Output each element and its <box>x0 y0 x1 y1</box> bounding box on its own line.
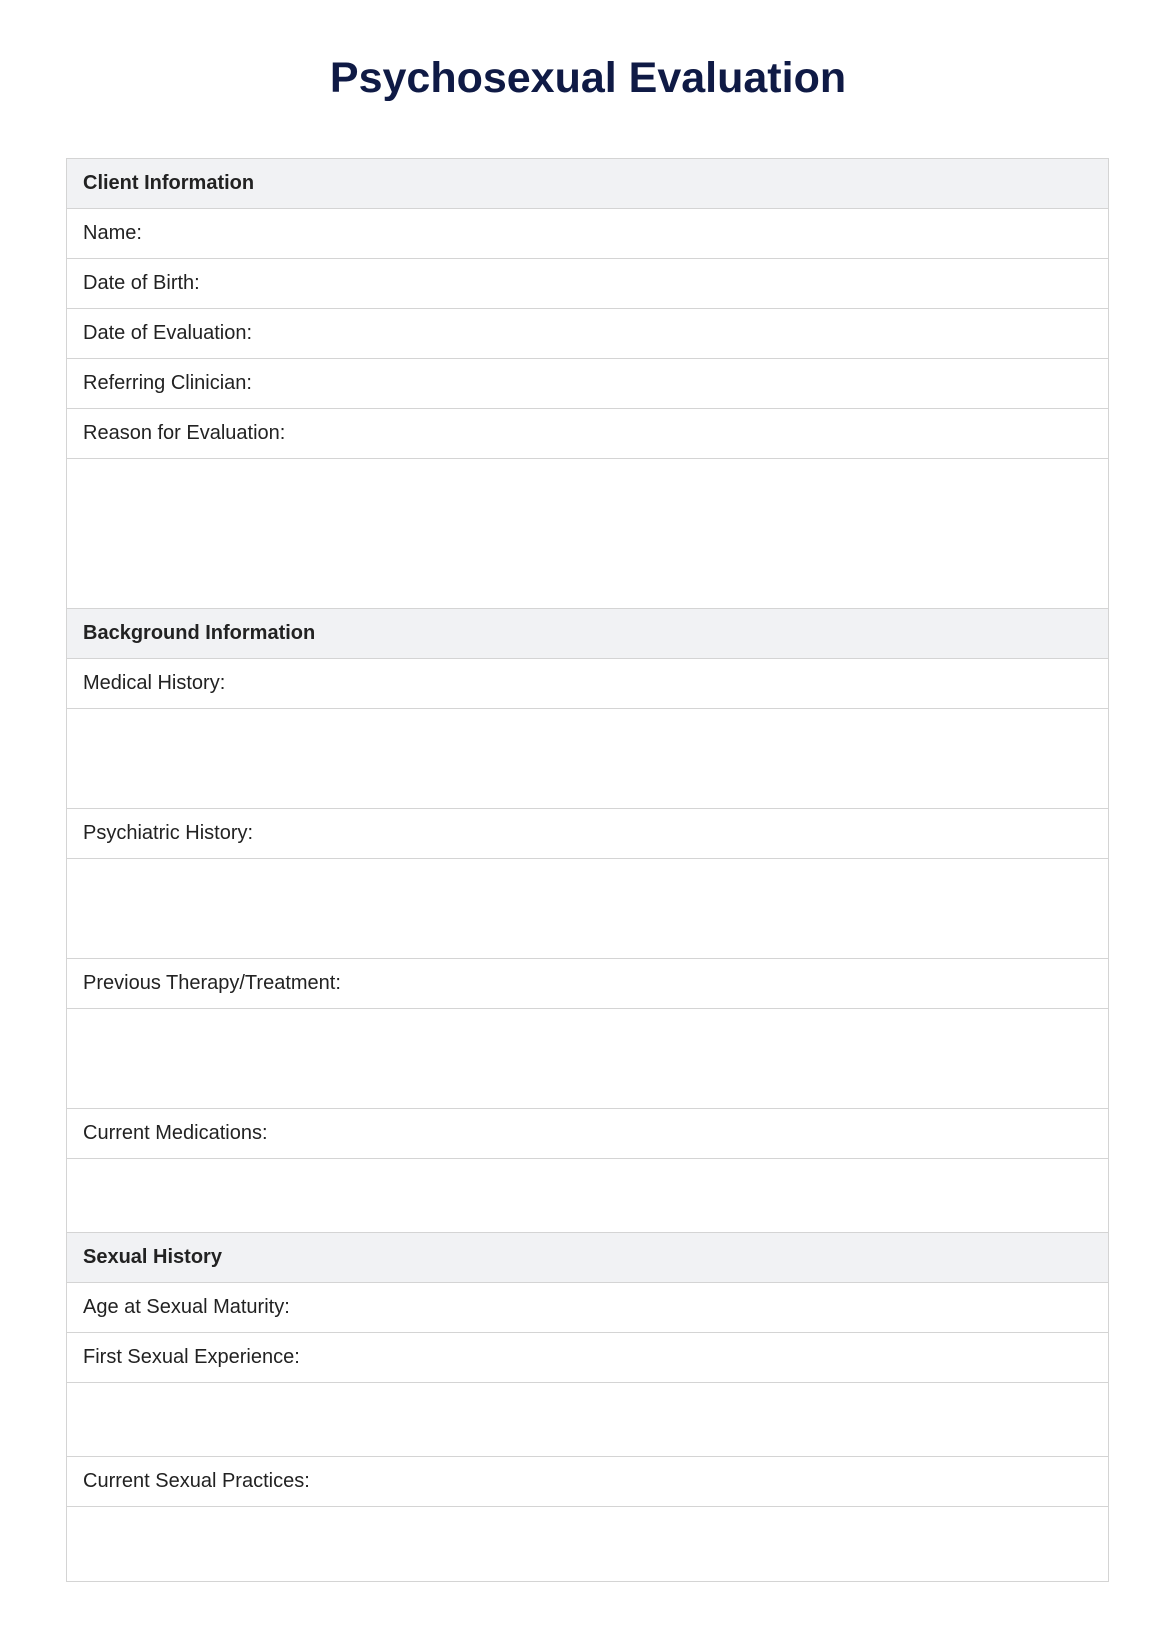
first-sexual-experience-answer-area[interactable] <box>67 1383 1108 1457</box>
field-first-sexual-experience[interactable]: First Sexual Experience: <box>67 1333 1108 1383</box>
field-age-at-sexual-maturity[interactable]: Age at Sexual Maturity: <box>67 1283 1108 1333</box>
section-header-sexual-history: Sexual History <box>67 1233 1108 1283</box>
previous-therapy-answer-area[interactable] <box>67 1009 1108 1109</box>
field-current-sexual-practices[interactable]: Current Sexual Practices: <box>67 1457 1108 1507</box>
field-date-of-evaluation[interactable]: Date of Evaluation: <box>67 309 1108 359</box>
field-medical-history[interactable]: Medical History: <box>67 659 1108 709</box>
field-name[interactable]: Name: <box>67 209 1108 259</box>
current-medications-answer-area[interactable] <box>67 1159 1108 1233</box>
current-sexual-practices-answer-area[interactable] <box>67 1507 1108 1581</box>
field-reason-for-evaluation[interactable]: Reason for Evaluation: <box>67 409 1108 459</box>
medical-history-answer-area[interactable] <box>67 709 1108 809</box>
reason-for-evaluation-answer-area[interactable] <box>67 459 1108 609</box>
page-title: Psychosexual Evaluation <box>329 54 847 102</box>
field-date-of-birth[interactable]: Date of Birth: <box>67 259 1108 309</box>
field-psychiatric-history[interactable]: Psychiatric History: <box>67 809 1108 859</box>
section-header-client-information: Client Information <box>67 159 1108 209</box>
field-current-medications[interactable]: Current Medications: <box>67 1109 1108 1159</box>
section-header-background-information: Background Information <box>67 609 1108 659</box>
field-referring-clinician[interactable]: Referring Clinician: <box>67 359 1108 409</box>
evaluation-form-table <box>66 158 1109 1582</box>
field-previous-therapy[interactable]: Previous Therapy/Treatment: <box>67 959 1108 1009</box>
psychiatric-history-answer-area[interactable] <box>67 859 1108 959</box>
